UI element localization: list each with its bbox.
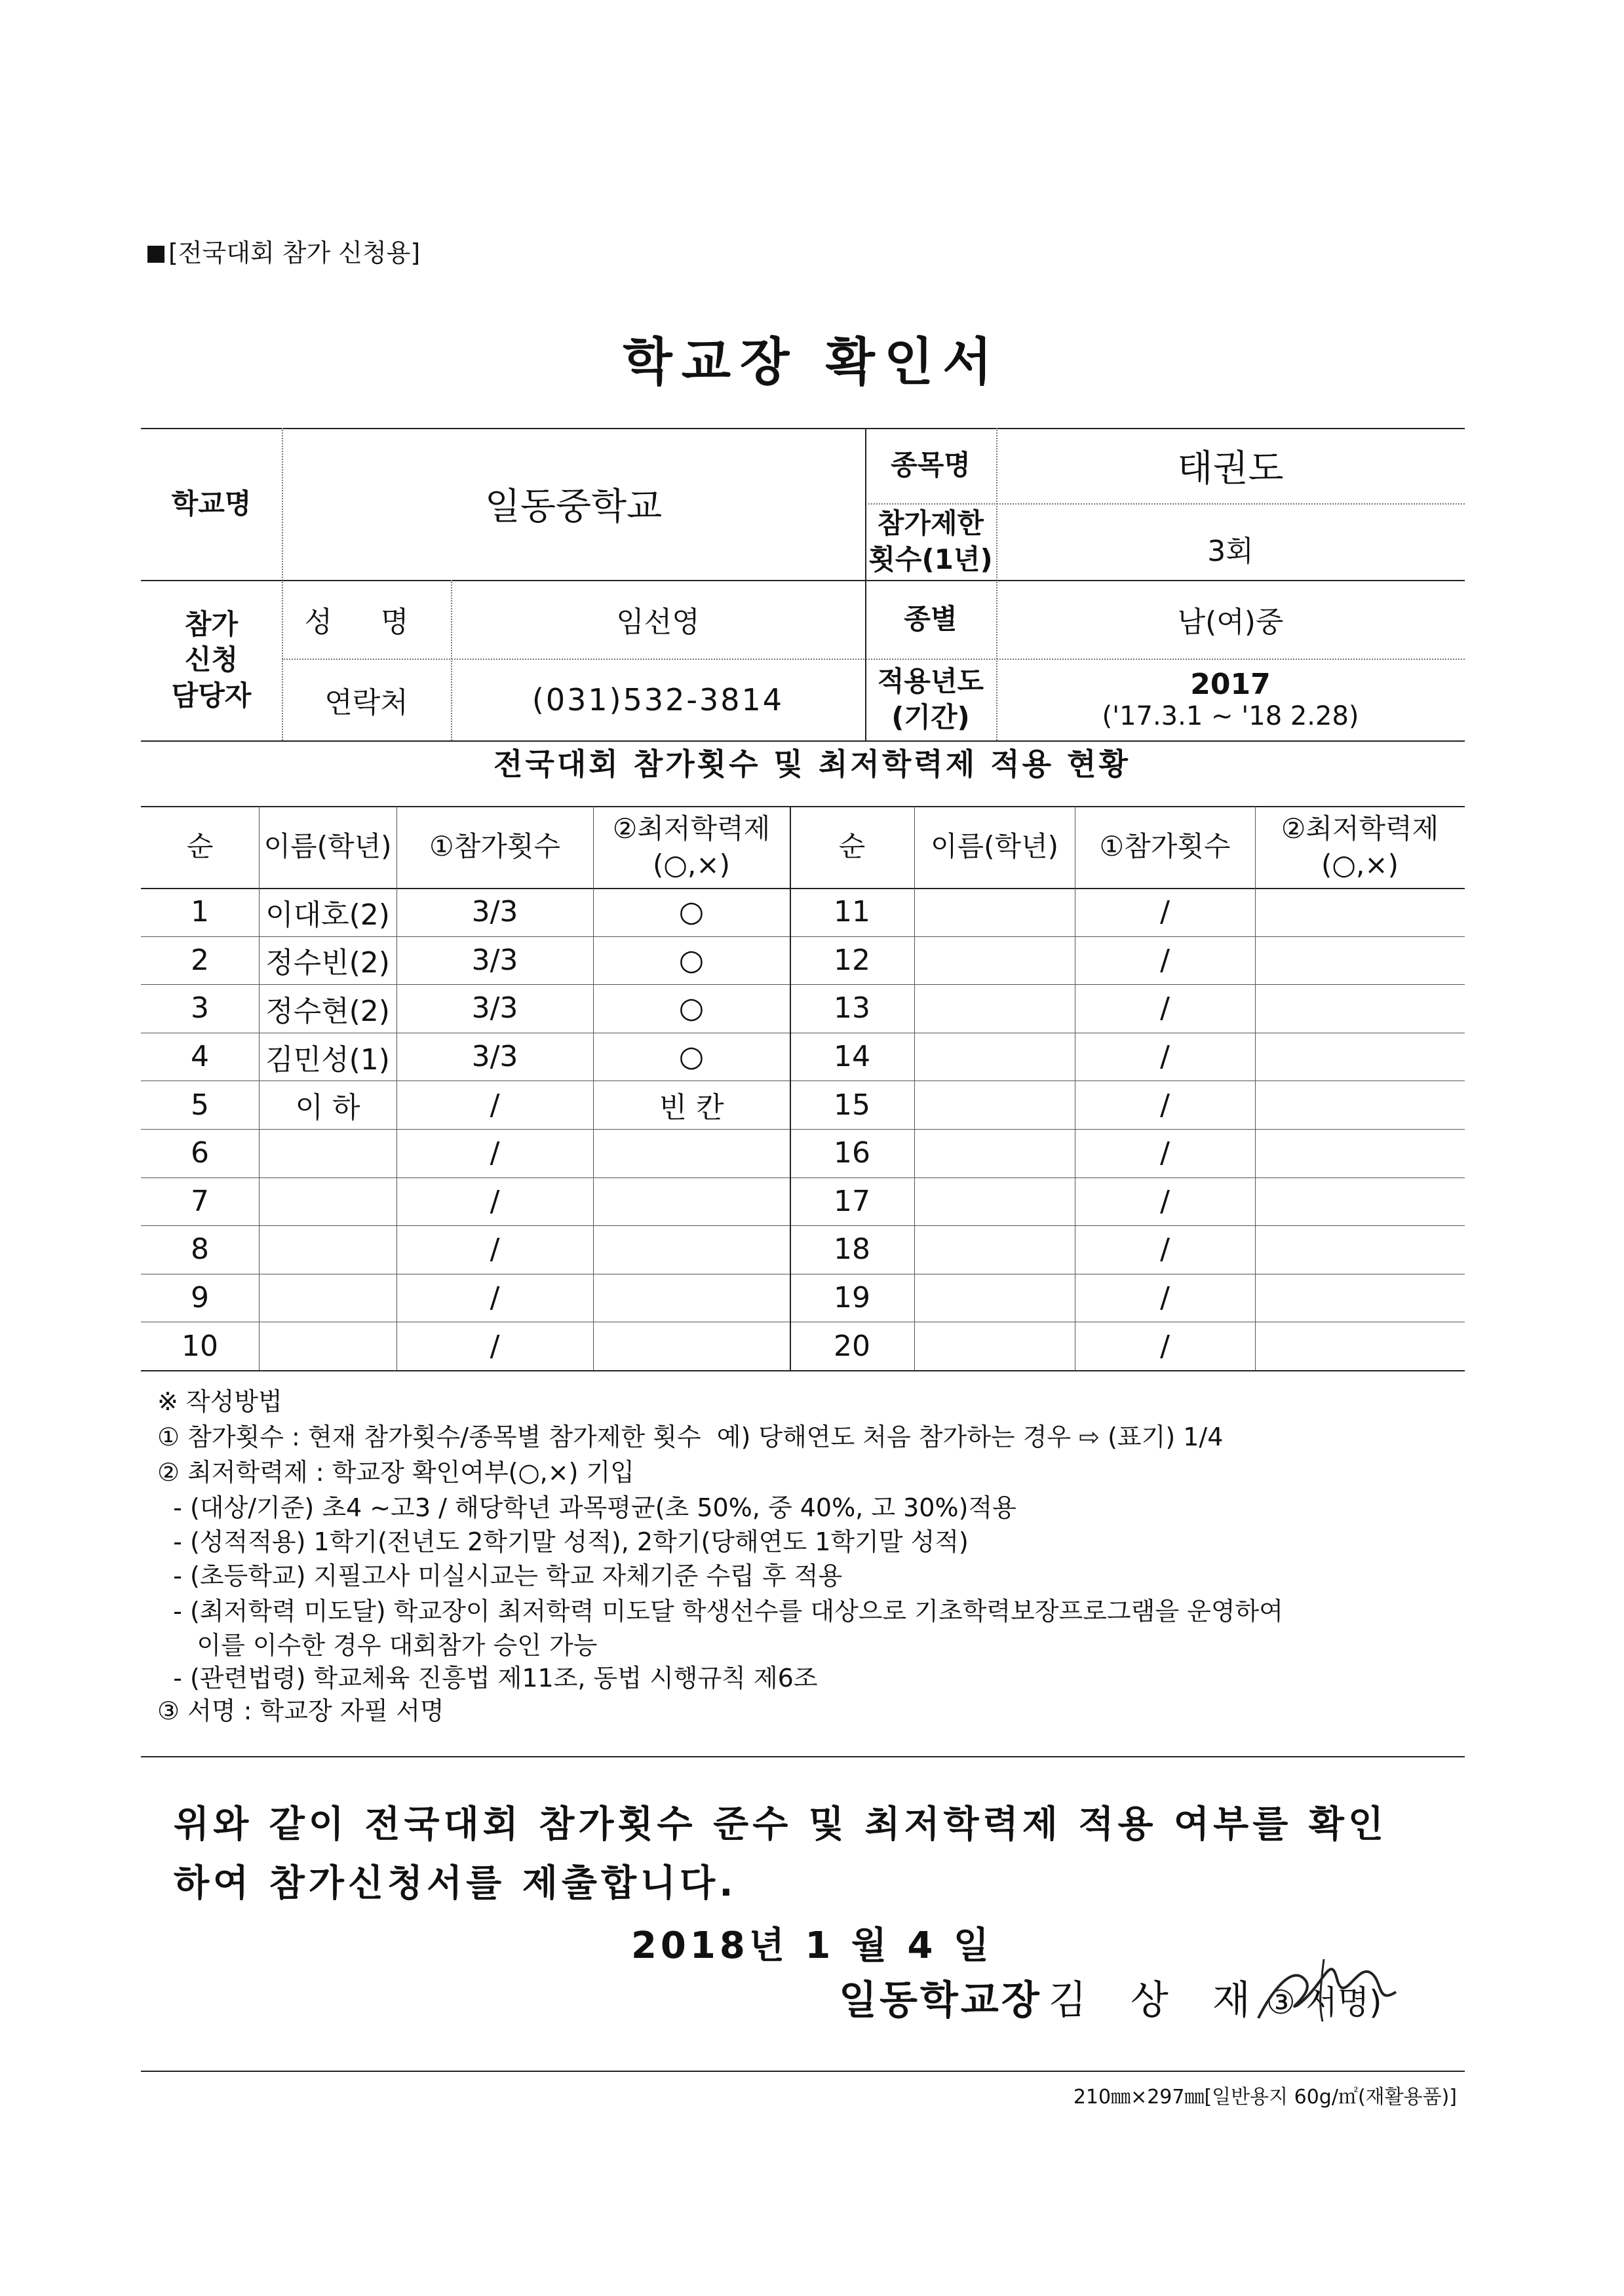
handwritten-signature	[1245, 1940, 1416, 2031]
table-header-cell: 이름(학년)	[930, 830, 1059, 863]
table-cell-count: /	[1160, 1136, 1170, 1170]
signature-label: ③ 서명)	[1266, 1983, 1382, 2021]
table-cell-min	[1255, 984, 1465, 1033]
year-period: ('17.3.1 ~ '18 2.28)	[1102, 701, 1359, 731]
table-cell-name	[914, 1274, 1075, 1322]
table-cell-min: ○	[678, 1040, 705, 1074]
table-header-cell: ①참가횟수	[1099, 830, 1231, 863]
phone-label: 연락처	[324, 685, 408, 719]
table-cell-min	[1255, 1177, 1465, 1226]
instruction-line: - (초등학교) 지필고사 미실시교는 학교 자체기준 수립 후 적용	[157, 1561, 843, 1590]
submission-date: 2018년 1 월 4 일	[630, 1924, 994, 1967]
principal-name: 김 상 재	[1048, 1978, 1266, 2023]
table-cell-count: /	[1160, 1184, 1170, 1218]
table-title: 전국대회 참가횟수 및 최저학력제 적용 현황	[493, 746, 1131, 782]
table-cell-count: /	[490, 1088, 500, 1122]
table-cell-count: /	[490, 1281, 500, 1315]
table-cell-min	[593, 1225, 790, 1274]
table-cell-count: 3/3	[471, 991, 518, 1025]
table-header-cell: 이름(학년)	[263, 830, 392, 863]
table-cell-no: 16	[834, 1136, 870, 1170]
table-cell-count: /	[1160, 1040, 1170, 1074]
table-header-cell: 순	[186, 830, 214, 863]
table-bottom-border	[141, 1370, 1465, 1371]
contact-name: 임선영	[616, 605, 700, 639]
table-cell-count: /	[1160, 1233, 1170, 1267]
table-cell-min	[1255, 1033, 1465, 1081]
table-cell-no: 13	[834, 991, 870, 1025]
table-cell-name: 이 하	[295, 1091, 360, 1125]
instruction-line: - (관련법령) 학교체육 진흥법 제11조, 동법 시행규칙 제6조	[157, 1664, 818, 1693]
table-header-cell: ②최저학력제 (○,×)	[1281, 812, 1439, 881]
table-cell-min	[1255, 1129, 1465, 1177]
table-cell-no: 1	[191, 895, 209, 929]
year-label: 적용년도 (기간)	[877, 664, 984, 733]
table-cell-name: 정수현(2)	[265, 994, 390, 1028]
gender-label: 종별	[904, 602, 957, 635]
table-cell-count: /	[490, 1184, 500, 1218]
table-cell-name	[914, 1033, 1075, 1081]
table-header-cell: ①참가횟수	[429, 830, 560, 863]
table-cell-no: 14	[834, 1040, 870, 1074]
table-cell-no: 11	[834, 895, 870, 929]
instruction-line: ※ 작성방법	[157, 1387, 282, 1416]
table-cell-min	[593, 1177, 790, 1226]
table-cell-name	[914, 1225, 1075, 1274]
table-cell-count: 3/3	[471, 1040, 518, 1074]
instruction-line: ① 참가횟수 : 현재 참가횟수/종목별 참가제한 횟수 예) 당해연도 처음 참가하는 경우 ⇨ (표기) 1/4	[157, 1423, 1224, 1451]
table-cell-count: /	[1160, 991, 1170, 1025]
table-cell-name: 이대호(2)	[265, 898, 390, 932]
instruction-line: ② 최저학력제 : 학교장 확인여부(○,×) 기입	[157, 1458, 634, 1487]
table-cell-no: 2	[191, 943, 209, 977]
document-type-label: [전국대회 참가 신청용]	[147, 233, 420, 269]
school-name: 일동중학교	[484, 486, 663, 528]
table-cell-count: /	[490, 1136, 500, 1170]
table-cell-count: /	[1160, 1088, 1170, 1122]
table-cell-no: 10	[182, 1329, 218, 1363]
table-cell-min	[593, 1322, 790, 1370]
table-cell-count: /	[490, 1233, 500, 1267]
table-cell-no: 4	[191, 1040, 209, 1074]
table-cell-no: 9	[191, 1281, 209, 1315]
table-cell-no: 6	[191, 1136, 209, 1170]
table-cell-name	[914, 936, 1075, 985]
table-cell-count: 3/3	[471, 943, 518, 977]
paper-spec: 210㎜×297㎜[일반용지 60g/㎡(재활용품)]	[1073, 2086, 1457, 2109]
table-cell-count: /	[1160, 1281, 1170, 1315]
table-cell-min	[1255, 1322, 1465, 1370]
table-cell-no: 18	[834, 1233, 870, 1267]
page-title: 학교장 확인서	[623, 333, 1001, 392]
table-cell-min	[1255, 936, 1465, 985]
instruction-line: - (성적적용) 1학기(전년도 2학기말 성적), 2학기(당해연도 1학기말 성적)	[157, 1527, 969, 1556]
statement-line-2: 하여 참가신청서를 제출합니다.	[174, 1862, 737, 1905]
table-cell-no: 19	[834, 1281, 870, 1315]
table-cell-name	[914, 984, 1075, 1033]
table-cell-name	[259, 1177, 396, 1226]
instruction-line: - (최저학력 미도달) 학교장이 최저학력 미도달 학생선수를 대상으로 기초학력보장프로그램을 운영하여	[157, 1597, 1283, 1626]
statement-line-1: 위와 같이 전국대회 참가횟수 준수 및 최저학력제 적용 여부를 확인	[174, 1803, 1388, 1846]
table-cell-no: 15	[834, 1088, 870, 1122]
table-cell-no: 8	[191, 1233, 209, 1267]
name-label: 성 명	[304, 605, 429, 639]
principal-school: 일동학교장	[839, 1978, 1042, 2023]
instruction-line: - (대상/기준) 초4 ~고3 / 해당학년 과목평균(초 50%, 중 40%, 고 30%)적용	[157, 1493, 1016, 1522]
table-cell-no: 20	[834, 1329, 870, 1363]
table-cell-name	[259, 1322, 396, 1370]
table-cell-no: 3	[191, 991, 209, 1025]
table-cell-min: ○	[678, 943, 705, 977]
contact-group-label: 참가 신청 담당자	[171, 607, 252, 712]
year-value-group	[996, 659, 1465, 740]
table-cell-count: /	[1160, 895, 1170, 929]
table-cell-min	[593, 1129, 790, 1177]
table-cell-min	[1255, 888, 1465, 936]
sport-label: 종목명	[891, 449, 971, 482]
table-cell-min: 빈 칸	[659, 1091, 724, 1125]
school-label: 학교명	[171, 487, 252, 520]
instruction-line: ③ 서명 : 학교장 자필 서명	[157, 1696, 444, 1725]
limit-value: 3회	[1207, 534, 1254, 568]
table-cell-min: ○	[678, 895, 705, 929]
table-cell-min	[593, 1274, 790, 1322]
table-cell-name	[259, 1129, 396, 1177]
table-cell-count: /	[1160, 1329, 1170, 1363]
black-square-icon	[147, 246, 164, 263]
table-cell-no: 12	[834, 943, 870, 977]
table-header-cell: 순	[838, 830, 866, 863]
table-cell-name: 김민성(1)	[265, 1043, 390, 1077]
contact-phone: (031)532-3814	[532, 681, 784, 718]
table-header-cell: ②최저학력제 (○,×)	[612, 812, 771, 881]
table-cell-name	[914, 1081, 1075, 1129]
sport-value: 태권도	[1177, 447, 1284, 490]
table-cell-min: ○	[678, 991, 705, 1025]
table-cell-name: 정수빈(2)	[265, 946, 390, 980]
table-cell-min	[1255, 1081, 1465, 1129]
limit-label: 참가제한 횟수(1년)	[868, 507, 993, 575]
table-cell-min	[1255, 1225, 1465, 1274]
table-cell-name	[914, 1177, 1075, 1226]
table-cell-name	[259, 1225, 396, 1274]
instruction-line: 이를 이수한 경우 대회참가 승인 가능	[157, 1631, 598, 1660]
table-cell-no: 5	[191, 1088, 209, 1122]
table-cell-name	[914, 1322, 1075, 1370]
table-cell-name	[914, 1129, 1075, 1177]
table-cell-name	[259, 1274, 396, 1322]
table-cell-count: /	[490, 1329, 500, 1363]
table-cell-no: 7	[191, 1184, 209, 1218]
table-cell-min	[1255, 1274, 1465, 1322]
table-cell-count: 3/3	[471, 895, 518, 929]
gender-value: 남(여)중	[1177, 605, 1284, 639]
table-cell-name	[914, 888, 1075, 936]
table-cell-count: /	[1160, 943, 1170, 977]
table-cell-no: 17	[834, 1184, 870, 1218]
year-value: 2017	[1190, 668, 1271, 701]
